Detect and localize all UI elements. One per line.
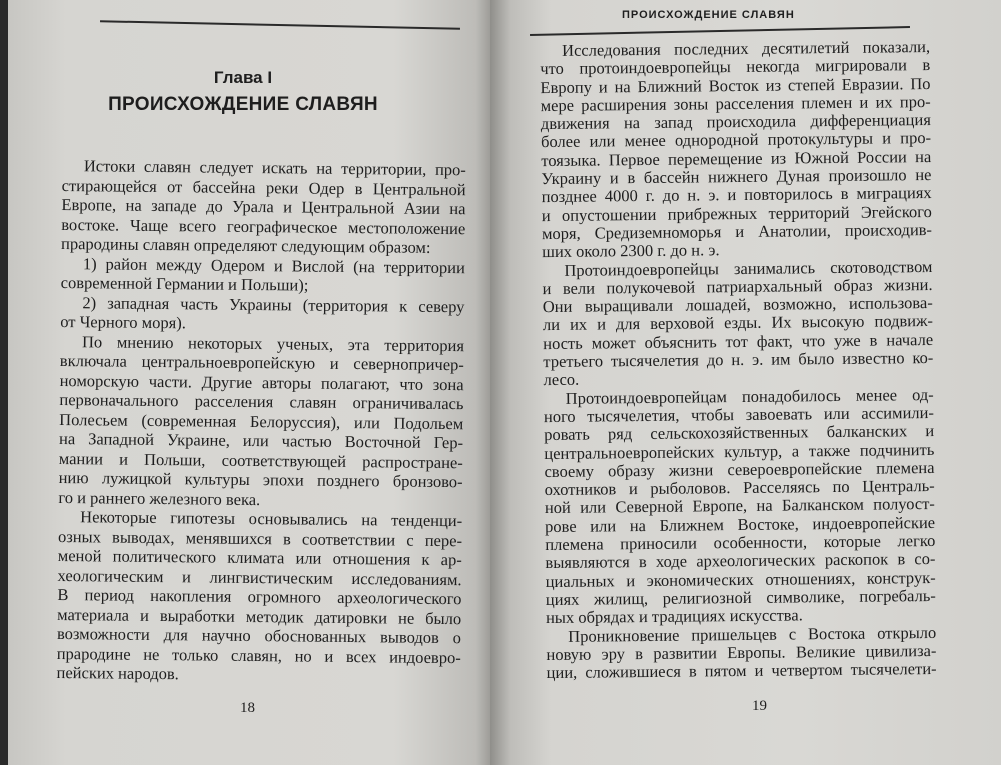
text-line: циях жилищ, религиозной символике, погребаль- bbox=[545, 585, 936, 609]
text-line: охотников и рыболовов. Расселяясь по Централь- bbox=[544, 476, 935, 500]
text-line: го и раннего железного века. bbox=[58, 487, 261, 509]
text-line: Протоиндоевропейцам понадобилось менее од- bbox=[565, 384, 934, 408]
right-body-text bbox=[540, 38, 937, 682]
text-line: и вели полукочевой патриархальный образ жизни. bbox=[542, 274, 933, 298]
text-line: моря, Средиземноморья и Анатолии, происходив- bbox=[541, 219, 933, 244]
text-line: циальных и экономических отношениях, конструк- bbox=[545, 567, 936, 591]
chapter-title: ПРОИСХОЖДЕНИЕ СЛАВЯН bbox=[108, 94, 378, 115]
text-line: рове или на Ближнем Востоке, индоевропейские bbox=[544, 512, 936, 536]
text-line: Полесьем (современная Белоруссия), или Подольем bbox=[59, 409, 464, 433]
text-line: Протоиндоевропейцы занимались скотоводством bbox=[564, 256, 933, 280]
text-line: более или менее однородной протокультуры и про- bbox=[540, 128, 932, 152]
page-number: 18 bbox=[240, 700, 255, 716]
text-line: лесо. bbox=[543, 370, 580, 390]
right-page bbox=[490, 0, 1001, 765]
text-line: своему образу жизни североевропейские племена bbox=[544, 457, 935, 481]
text-line: возможности для научно обоснованных выводов о bbox=[56, 623, 462, 648]
text-line: от Черного моря). bbox=[60, 311, 187, 333]
text-line: Украину и в бассейн нижнего Дуная произошло не bbox=[541, 165, 932, 189]
text-line: прародины славян определяют следующим образом: bbox=[60, 233, 431, 257]
text-line: По мнению некоторых ученых, эта территория bbox=[81, 331, 465, 355]
text-line: Исследования последних десятилетий показали, bbox=[562, 37, 931, 60]
text-line: выявляются в ходе археологических раскопок в со- bbox=[545, 549, 936, 573]
text-line: Они выращивали лошадей, возможно, использова- bbox=[542, 293, 933, 317]
header-rule bbox=[530, 26, 910, 36]
left-body-text bbox=[56, 156, 465, 687]
text-line: востоке. Чаще всего географическое местоположение bbox=[61, 214, 466, 238]
text-line: ших около 2300 г. до н. э. bbox=[542, 240, 720, 262]
text-line: позднее 4000 г. до н. э. и повторилось в миграциях bbox=[541, 183, 932, 207]
text-line: включала центральноевропейскую и севернопричер- bbox=[59, 350, 464, 375]
text-line: что протоиндоевропейцы некогда мигрировали в bbox=[540, 55, 931, 79]
text-line: ной или Северной Европе, на Балканском полуост- bbox=[544, 494, 935, 518]
text-line: озных выводах, менявшихся в соответствии с пере- bbox=[57, 526, 463, 550]
text-line: прародине не только славян, но и всех индоевро- bbox=[56, 643, 461, 667]
text-line: ность может объяснить тот факт, что уже в начале bbox=[543, 329, 934, 353]
text-line: ли их и для верховой езды. Их высокую подвиж- bbox=[542, 311, 934, 335]
text-line: мере расширения зоны расселения племен и их про- bbox=[540, 91, 931, 115]
text-line: стирающейся от бассейна реки Одер в Центральной bbox=[61, 175, 466, 199]
text-line: племена приносили особенности, которые легко bbox=[545, 530, 936, 555]
text-line: Европе, на западе до Урала и Центральной Азии на bbox=[61, 194, 466, 219]
text-line: материала и выработки методик датировки не было bbox=[57, 604, 462, 628]
text-line: ровать ряд сельскохозяйственных балканских и bbox=[544, 421, 935, 445]
text-line: и опустошении прибрежных территорий Эгейского bbox=[541, 201, 932, 225]
text-line: ных обрядах и традициях искусства. bbox=[545, 605, 803, 628]
text-line: номорскую части. Другие авторы полагают, что зона bbox=[59, 370, 464, 394]
text-line: современной Германии и Польши); bbox=[60, 272, 309, 295]
text-line: 1) район между Одером и Вислой (на территории bbox=[82, 253, 465, 277]
text-line: движения на запад происходила дифференциация bbox=[540, 110, 931, 134]
text-line: В период накопления огромного археологического bbox=[57, 584, 462, 609]
text-line: ного тысячелетия, чтобы завоевать или ассимили- bbox=[543, 402, 935, 427]
text-line: Европу и на Ближний Восток из степей Евразии. По bbox=[540, 73, 931, 97]
text-line: мании и Польши, соответствующей распростране- bbox=[58, 448, 463, 472]
text-line: меной политического климата или отношения к ар- bbox=[57, 545, 462, 570]
text-line: на Западной Украине, или частью Восточной Гер- bbox=[58, 428, 464, 453]
chapter-label: Глава I bbox=[213, 68, 273, 87]
text-line: новую эру в развитии Европы. Великие цивилиза- bbox=[546, 640, 937, 664]
text-line: ции, сложившиеся в пятом и четвертом тысячелети- bbox=[546, 659, 937, 683]
text-line: пейских народов. bbox=[56, 662, 179, 684]
text-line: хеологическим и лингвистическим исследованиям. bbox=[57, 565, 462, 589]
text-line: первоначального расселения славян ограничивалась bbox=[59, 389, 464, 414]
left-page bbox=[8, 0, 490, 765]
text-line: Проникновение пришельцев с Востока открыло bbox=[568, 622, 937, 646]
text-line: третьего тысячелетия до н. э. им было известно ко- bbox=[543, 348, 934, 372]
header-rule bbox=[100, 20, 460, 30]
text-line: тоязыка. Первое перемещение из Южной России на bbox=[541, 146, 932, 170]
page-number: 19 bbox=[752, 698, 767, 714]
text-line: Некоторые гипотезы основывались на тенденци- bbox=[80, 507, 463, 531]
text-line: Истоки славян следует искать на территории, про- bbox=[83, 156, 466, 180]
text-line: 2) западная часть Украины (территория к северу bbox=[82, 292, 465, 316]
running-head: ПРОИСХОЖДЕНИЕ СЛАВЯН bbox=[622, 9, 795, 21]
text-line: нию лужицкой культуры эпохи позднего бронзово- bbox=[58, 467, 463, 492]
text-line: центральноевропейских культур, а также подчинить bbox=[544, 439, 935, 463]
